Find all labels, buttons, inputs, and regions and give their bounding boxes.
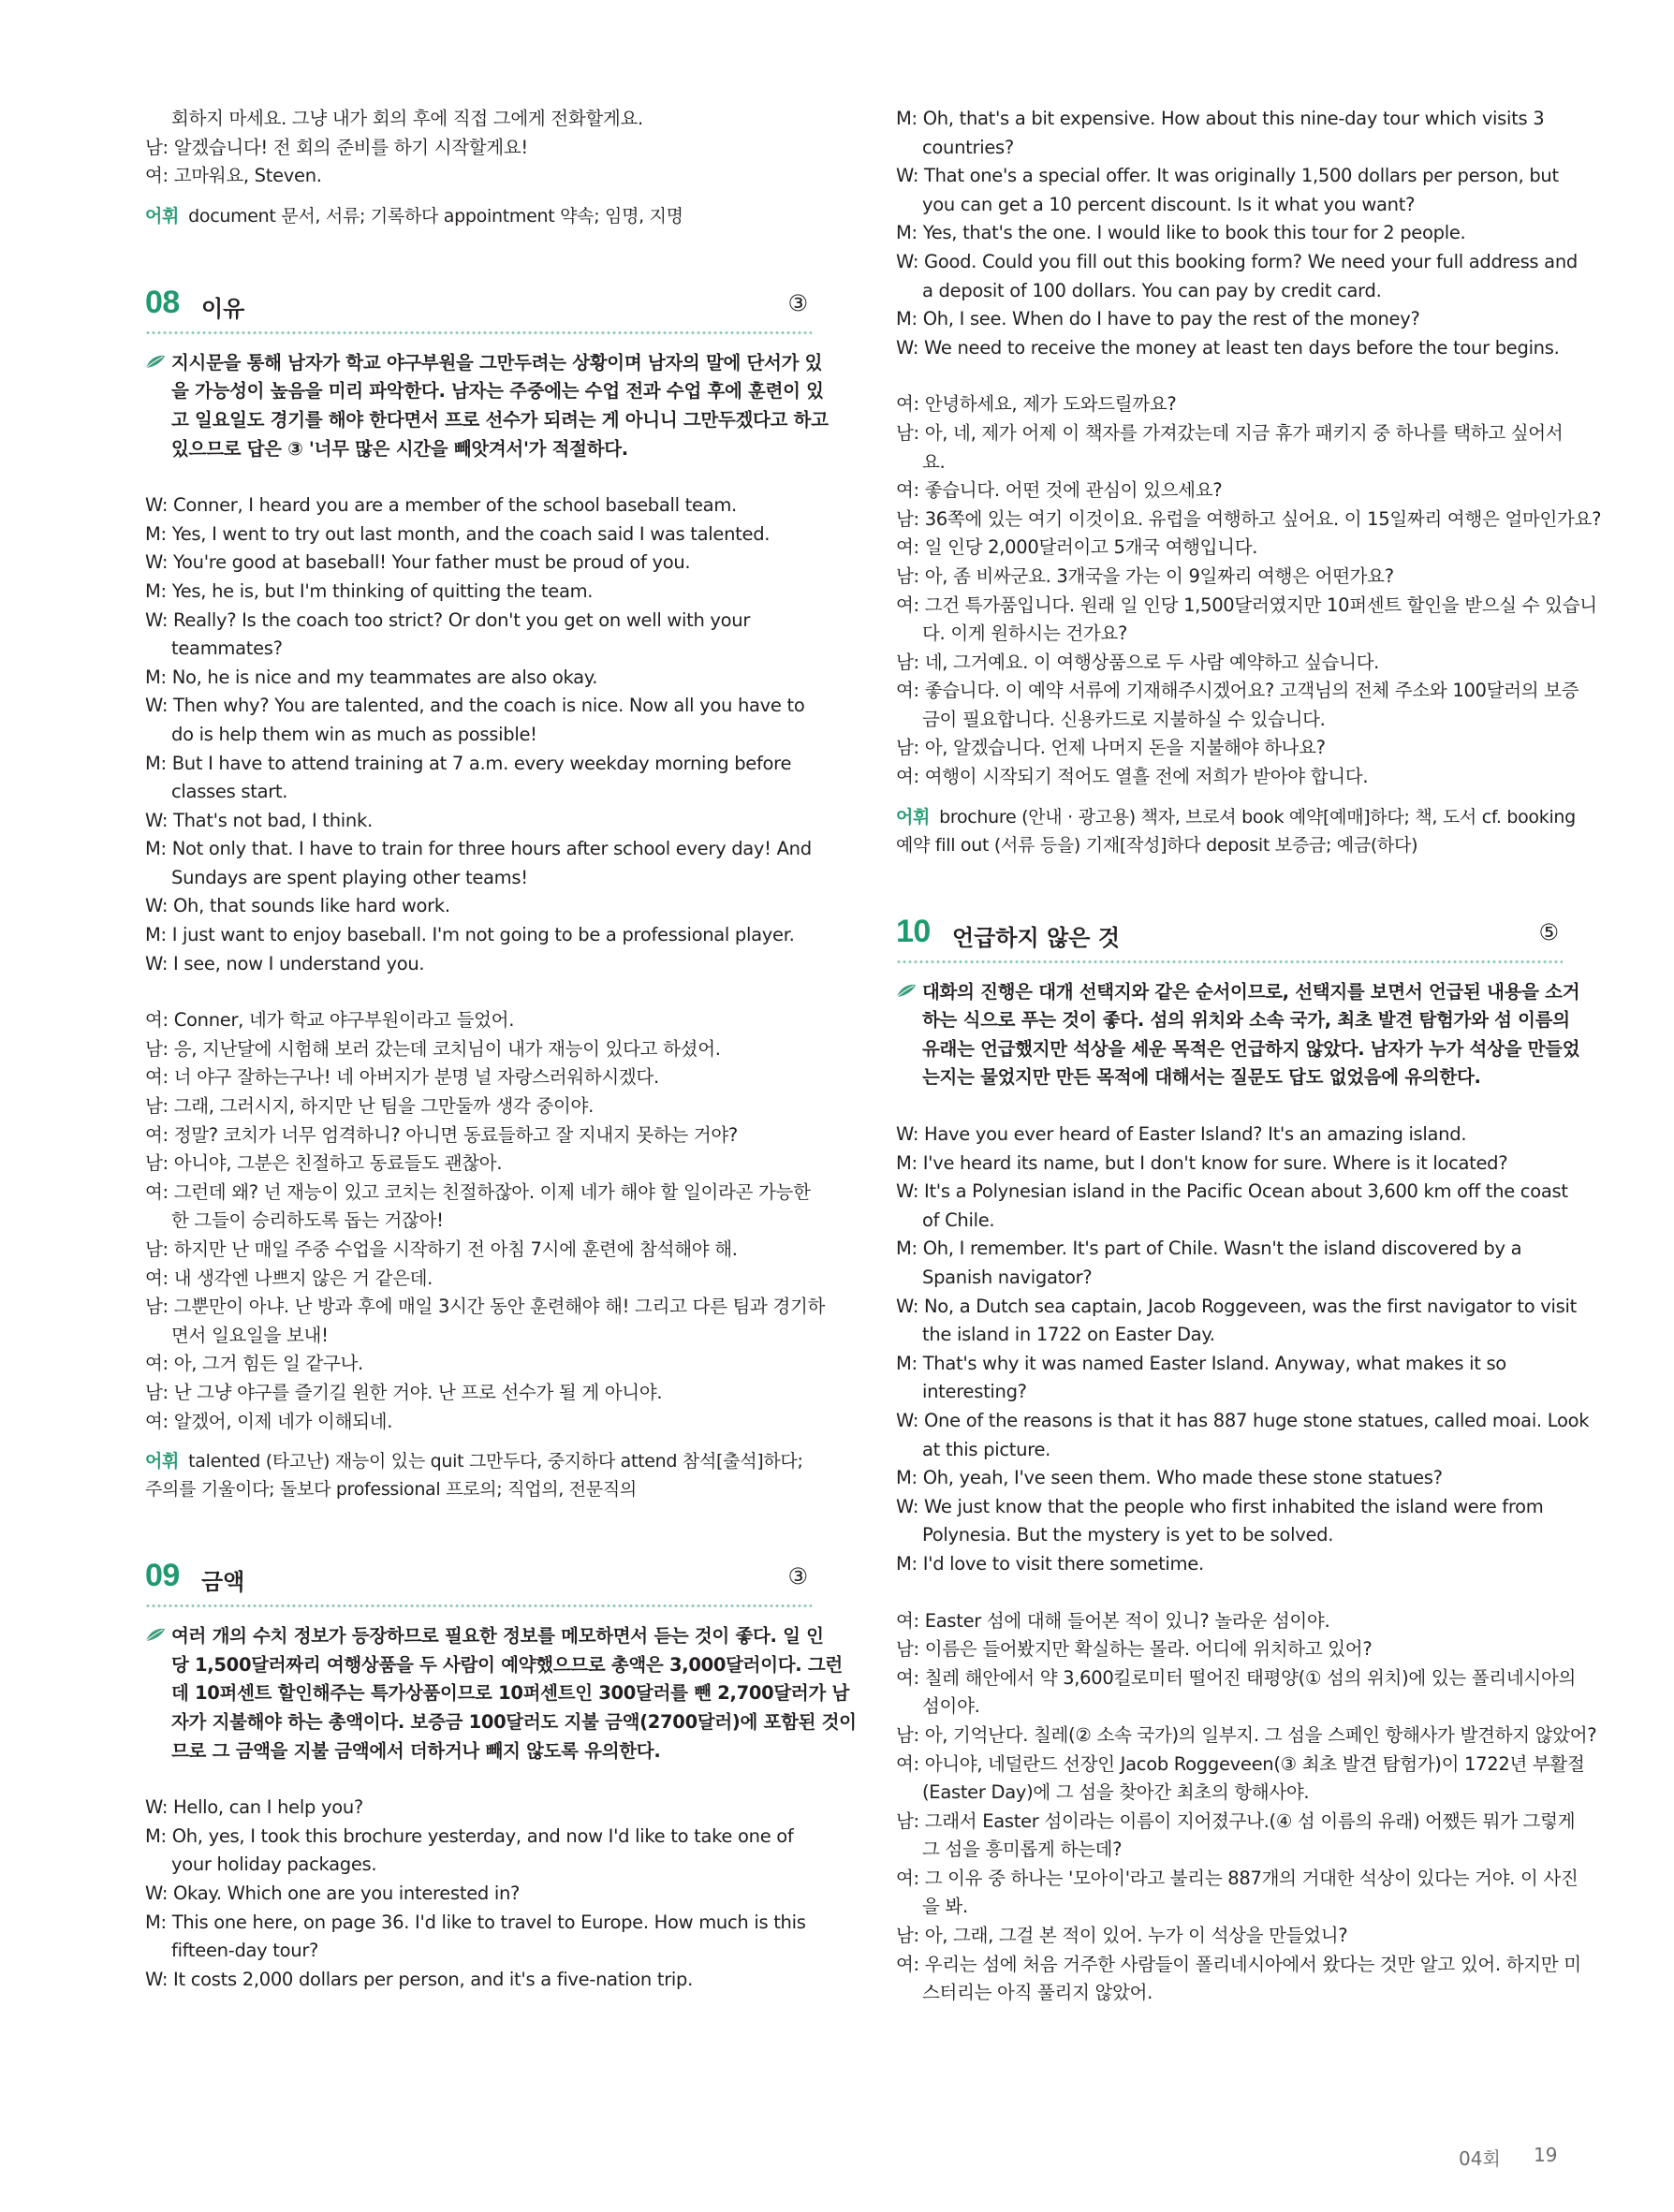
dialogue-line: W: Hello, can I help you?: [145, 1796, 363, 1819]
translation-line: 여: 너 야구 잘하는구나! 네 아버지가 분명 널 자랑스러워하시겠다.: [145, 1066, 659, 1089]
explanation-line: 있으므로 답은 ③ '너무 많은 시간을 빼앗겨서'가 적절하다.: [171, 437, 628, 460]
translation-line: 남: 난 그냥 야구를 즐기길 원한 거야. 난 프로 선수가 될 게 아니야.: [145, 1381, 663, 1403]
explanation: [145, 1622, 857, 1765]
translation-line: 금이 필요합니다. 신용카드로 지불하실 수 있습니다.: [922, 708, 1326, 730]
translation-line: 여: 그런데 왜? 넌 재능이 있고 코치는 친절하잖아. 이제 네가 해야 할 일이라곤 가능한: [145, 1180, 811, 1203]
translation-line: 남: 아니야, 그분은 친절하고 동료들도 괜찮아.: [145, 1152, 503, 1175]
right-column: [896, 105, 1602, 2008]
dialogue-line: W: One of the reasons is that it has 887 huge stone statues, called moai. Look: [896, 1409, 1590, 1431]
dialogue-line: the island in 1722 on Easter Day.: [922, 1324, 1215, 1346]
translation-line: 남: 응, 지난달에 시험해 보러 갔는데 코치님이 내가 재능이 있다고 하셨어.: [145, 1037, 721, 1060]
dialogue-line: you can get a 10 percent discount. Is it what you want?: [922, 193, 1416, 215]
leaf-icon: [145, 1627, 166, 1642]
translation-line: 여: 그건 특가품입니다. 원래 일 인당 1,500달러였지만 10퍼센트 할인을 받으실 수 있습니: [896, 593, 1597, 616]
translation-line: 여: 우리는 섬에 처음 거주한 사람들이 폴리네시아에서 왔다는 것만 알고 있어. 하지만 미: [896, 1953, 1581, 1975]
leaf-icon: [145, 354, 166, 369]
dialogue-line: M: Oh, I remember. It's part of Chile. Wasn't the island discovered by a: [896, 1238, 1522, 1260]
explanation-line: 고 일요일도 경기를 해야 한다면서 프로 선수가 되려는 게 아니니 그만두겠다고 하고: [171, 408, 829, 431]
dialogue-line: fifteen-day tour?: [171, 1940, 319, 1962]
explanation-line: 므로 그 금액을 지불 금액에서 더하거나 빼지 않도록 유의한다.: [171, 1739, 661, 1762]
explanation-line: 는지는 물었지만 만든 목적에 대해서는 질문도 답도 없었음에 유의한다.: [922, 1066, 1481, 1089]
dialogue: [145, 1794, 812, 1994]
vocab-label: 어휘: [145, 1451, 180, 1472]
section-header: [145, 285, 812, 328]
dialogue-line: W: That's not bad, I think.: [145, 809, 373, 831]
translation-line: 면서 일요일을 보내!: [171, 1324, 329, 1346]
translation-line: 여: 여행이 시작되기 적어도 열흘 전에 저희가 받아야 합니다.: [896, 766, 1369, 788]
translation-line: 남: 아, 좀 비싸군요. 3개국을 가는 이 9일짜리 여행은 어떤가요?: [896, 564, 1394, 587]
dialogue-continued: [896, 105, 1578, 362]
dotted-divider: [145, 330, 812, 336]
translation-line: 여: 알겠어, 이제 네가 이해되네.: [145, 1410, 393, 1432]
explanation: [145, 349, 829, 463]
explanation-line: 데 10퍼센트 할인해주는 특가상품이므로 10퍼센트인 300달러를 뺀 2,700달러가 남: [171, 1682, 850, 1705]
translation-line: 여: 좋습니다. 어떤 것에 관심이 있으세요?: [896, 479, 1223, 502]
explanation-line: 유래는 언급했지만 석상을 세운 목적은 언급하지 않았다. 남자가 누가 석상을 만들었: [922, 1037, 1580, 1060]
translation-line: 여: 칠레 해안에서 약 3,600킬로미터 떨어진 태평양(① 섬의 위치)에 있는 폴리네시아의: [896, 1666, 1577, 1689]
explanation-line: 당 1,500달러짜리 여행상품을 두 사람이 예약했으므로 총액은 3,000달러이다. 그런: [171, 1653, 843, 1676]
translation-line: 남: 36쪽에 있는 여기 이것이요. 유럽을 여행하고 싶어요. 이 15일짜리 여행은 얼마인가요?: [896, 507, 1602, 530]
section-title: 금액: [201, 1569, 245, 1596]
footer-test-label: 04회: [1459, 2147, 1501, 2170]
explanation-line: 을 가능성이 높음을 미리 파악한다. 남자는 주중에는 수업 전과 수업 후에 훈련이 있: [171, 380, 824, 403]
translation-line: 남: 그래서 Easter 섬이라는 이름이 지어졌구나.(④ 섬 이름의 유래) 어쨌든 뭐가 그렇게: [896, 1809, 1576, 1832]
dialogue-line: do is help them win as much as possible!: [171, 723, 537, 745]
vocab-line: document 문서, 서류; 기록하다 appointment 약속; 임명, 지명: [188, 205, 683, 227]
translation-line: 섬이야.: [922, 1695, 980, 1718]
translation-line: 여: 좋습니다. 이 예약 서류에 기재해주시겠어요? 고객님의 전체 주소와 100달러의 보증: [896, 680, 1579, 702]
translation-line: 여: 아니야, 네덜란드 선장인 Jacob Roggeveen(③ 최초 발견 탐험가)이 1722년 부활절: [896, 1752, 1585, 1775]
translation-line: 남: 아, 알겠습니다. 언제 나머지 돈을 지불해야 하나요?: [896, 737, 1326, 759]
dialogue-line: M: Not only that. I have to train for three hours after school every day! And: [145, 838, 812, 860]
dialogue-line: classes start.: [171, 781, 288, 803]
dialogue-line: M: But I have to attend training at 7 a.m. every weekday morning before: [145, 752, 792, 774]
translation-line: 여: 정말? 코치가 너무 엄격하니? 아니면 동료들하고 잘 지내지 못하는 거야?: [145, 1123, 738, 1146]
section-number: 08: [145, 284, 180, 320]
dialogue-line: countries?: [922, 136, 1014, 158]
section-08: [145, 284, 829, 1503]
dialogue-line: W: It's a Polynesian island in the Pacific Ocean about 3,600 km off the coast: [896, 1180, 1568, 1203]
translation-line: 여: 아, 그거 힘든 일 같구나.: [145, 1353, 363, 1375]
text-line: 남: 알겠습니다! 전 회의 준비를 하기 시작할게요!: [145, 136, 528, 158]
dialogue-line: M: This one here, on page 36. I'd like to travel to Europe. How much is this: [145, 1911, 806, 1933]
translation-line: 그 섬을 흥미롭게 하는데?: [922, 1838, 1123, 1861]
dotted-divider: [896, 959, 1563, 965]
translation-line: 다. 이게 원하시는 건가요?: [922, 623, 1128, 645]
dialogue-line: M: Oh, yes, I took this brochure yesterday, and now I'd like to take one of: [145, 1824, 794, 1847]
dialogue-line: M: Yes, I went to try out last month, and the coach said I was talented.: [145, 522, 771, 545]
vocab-label: 어휘: [145, 205, 180, 227]
section-header: [896, 914, 1563, 957]
explanation-line: 지시문을 통해 남자가 학교 야구부원을 그만두려는 상황이며 남자의 말에 단서가 있: [171, 351, 823, 374]
translation-line: 남: 아, 그래, 그걸 본 적이 있어. 누가 이 석상을 만들었니?: [896, 1925, 1348, 1947]
translation-line: 여: 내 생각엔 나쁘지 않은 거 같은데.: [145, 1267, 433, 1289]
translation-line: 여: 안녕하세요, 제가 도와드릴까요?: [896, 393, 1177, 416]
dialogue-line: M: Yes, that's the one. I would like to book this tour for 2 people.: [896, 222, 1466, 244]
vocab-block: [145, 202, 812, 230]
dialogue-line: W: No, a Dutch sea captain, Jacob Roggeveen, was the first navigator to visit: [896, 1295, 1577, 1317]
dialogue-line: W: You're good at baseball! Your father must be proud of you.: [145, 551, 691, 574]
dialogue-line: M: Oh, yeah, I've seen them. Who made these stone statues?: [896, 1467, 1443, 1489]
answer-mark: ③: [787, 289, 808, 316]
translation-line: (Easter Day)에 그 섬을 찾아간 최초의 항해사야.: [922, 1781, 1310, 1804]
translation-line: 남: 그래, 그러시지, 하지만 난 팀을 그만둘까 생각 중이야.: [145, 1095, 594, 1118]
explanation-line: 대화의 진행은 대개 선택지와 같은 순서이므로, 선택지를 보면서 언급된 내용을 소거: [922, 980, 1580, 1003]
dialogue-line: teammates?: [171, 637, 283, 660]
dialogue: [145, 491, 812, 978]
translation-line: 남: 하지만 난 매일 주중 수업을 시작하기 전 아침 7시에 훈련에 참석해야 해.: [145, 1238, 738, 1260]
translation-line: 여: Easter 섬에 대해 들어본 적이 있니? 놀라운 섬이야.: [896, 1609, 1330, 1632]
vocab-line: brochure (안내 · 광고용) 책자, 브로셔 book 예약[예매]하다; 책, 도서 cf. booking: [939, 806, 1576, 828]
dialogue-line: at this picture.: [922, 1438, 1051, 1460]
dotted-divider: [145, 1603, 812, 1609]
vocab-line: 주의를 기울이다; 돌보다 professional 프로의; 직업의, 전문직의: [145, 1479, 637, 1501]
section-header: [145, 1558, 812, 1601]
dialogue-line: M: Oh, I see. When do I have to pay the rest of the money?: [896, 308, 1420, 330]
dialogue-line: Polynesia. But the mystery is yet to be solved.: [922, 1524, 1334, 1546]
vocab-line: talented (타고난) 재능이 있는 quit 그만두다, 중지하다 attend 참석[출석]하다;: [188, 1451, 803, 1472]
dialogue-line: W: Oh, that sounds like hard work.: [145, 895, 450, 917]
dialogue-line: W: Conner, I heard you are a member of the school baseball team.: [145, 494, 737, 517]
text-line: 회하지 마세요. 그냥 내가 회의 후에 직접 그에게 전화할게요.: [171, 108, 643, 129]
translation-line: 남: 그뿐만이 아냐. 난 방과 후에 매일 3시간 동안 훈련해야 해! 그리고 다른 팀과 경기하: [145, 1296, 826, 1318]
explanation-line: 여러 개의 수치 정보가 등장하므로 필요한 정보를 메모하면서 듣는 것이 좋다. 일 인: [171, 1625, 824, 1648]
vocab-label: 어휘: [896, 806, 931, 828]
page-number: 19: [1534, 2144, 1558, 2166]
dialogue-line: M: That's why it was named Easter Island. Anyway, what makes it so: [896, 1352, 1506, 1374]
dialogue-line: W: Then why? You are talented, and the coach is nice. Now all you have to: [145, 695, 805, 717]
dialogue-line: your holiday packages.: [171, 1853, 377, 1876]
dialogue-line: M: Oh, that's a bit expensive. How about this nine-day tour which visits 3: [896, 108, 1545, 129]
translation: [896, 1607, 1597, 2008]
translation-line: 여: Conner, 네가 학교 야구부원이라고 들었어.: [145, 1009, 515, 1032]
top-carryover-lines: [145, 105, 812, 191]
dialogue-line: W: We need to receive the money at least ten days before the tour begins.: [896, 336, 1560, 359]
left-column: [145, 105, 857, 1994]
translation-line: 남: 네, 그거예요. 이 여행상품으로 두 사람 예약하고 싶습니다.: [896, 651, 1380, 673]
dialogue-line: W: Okay. Which one are you interested in?: [145, 1882, 521, 1904]
translation-line: 여: 일 인당 2,000달러이고 5개국 여행입니다.: [896, 536, 1258, 559]
translation-line: 남: 아, 네, 제가 어제 이 책자를 가져갔는데 지금 휴가 패키지 중 하나를 택하고 싶어서: [896, 421, 1564, 444]
translation-line: 을 봐.: [922, 1896, 968, 1918]
dialogue-line: W: That one's a special offer. It was originally 1,500 dollars per person, but: [896, 165, 1559, 187]
dialogue-line: W: Really? Is the coach too strict? Or don't you get on well with your: [145, 608, 751, 631]
vocab-line: 예약 fill out (서류 등을) 기재[작성]하다 deposit 보증금; 예금(하다): [896, 834, 1418, 856]
section-number: 10: [896, 913, 931, 949]
answer-mark: ③: [787, 1563, 808, 1590]
vocab-block: [145, 1447, 812, 1503]
dialogue-line: M: I'd love to visit there sometime.: [896, 1552, 1204, 1575]
leaf-icon: [896, 983, 917, 998]
section-number: 09: [145, 1558, 180, 1594]
dialogue: [896, 1121, 1590, 1579]
translation-line: 남: 이름은 들어봤지만 확실하는 몰라. 어디에 위치하고 있어?: [896, 1638, 1373, 1661]
translation-line: 남: 아, 기억난다. 칠레(② 소속 국가)의 일부지. 그 섬을 스페인 항해사가 발견하지 않았어?: [896, 1723, 1597, 1746]
dialogue-line: W: I see, now I understand you.: [145, 952, 425, 974]
section-10: [896, 913, 1597, 2008]
section-title: 언급하지 않은 것: [952, 924, 1120, 951]
translation-line: 요.: [922, 450, 946, 473]
translation-line: 스터리는 아직 풀리지 않았어.: [922, 1982, 1153, 2004]
section-09: [145, 1558, 857, 1994]
answer-mark: ⑤: [1538, 918, 1559, 945]
section-title: 이유: [201, 295, 245, 322]
dialogue-line: M: No, he is nice and my teammates are also okay.: [145, 666, 598, 688]
explanation-line: 하는 식으로 푸는 것이 좋다. 섬의 위치와 소속 국가, 최초 발견 탐험가와 섬 이름의: [922, 1009, 1570, 1032]
translation: [145, 1006, 826, 1436]
dialogue-line: W: Have you ever heard of Easter Island? It's an amazing island.: [896, 1123, 1467, 1146]
translation: [896, 390, 1602, 791]
vocab-block: [896, 803, 1576, 859]
dialogue-line: M: I've heard its name, but I don't know for sure. Where is it located?: [896, 1151, 1508, 1174]
text-line: 여: 고마워요, Steven.: [145, 165, 322, 187]
dialogue-line: W: We just know that the people who first inhabited the island were from: [896, 1495, 1544, 1517]
dialogue-line: interesting?: [922, 1381, 1027, 1403]
explanation-line: 자가 지불해야 하는 총액이다. 보증금 100달러도 지불 금액(2700달러)에 포함된 것이: [171, 1710, 857, 1733]
dialogue-line: Sundays are spent playing other teams!: [171, 866, 528, 888]
dialogue-line: M: I just want to enjoy baseball. I'm not going to be a professional player.: [145, 924, 795, 946]
dialogue-line: W: It costs 2,000 dollars per person, and it's a five-nation trip.: [145, 1968, 694, 1990]
dialogue-line: of Chile.: [922, 1209, 995, 1231]
dialogue-line: M: Yes, he is, but I'm thinking of quitting the team.: [145, 579, 594, 602]
translation-line: 여: 그 이유 중 하나는 '모아이'라고 불리는 887개의 거대한 석상이 있다는 거야. 이 사진: [896, 1867, 1579, 1889]
explanation: [896, 978, 1580, 1092]
dialogue-line: W: Good. Could you fill out this booking form? We need your full address and: [896, 250, 1578, 272]
translation-line: 한 그들이 승리하도록 돕는 거잖아!: [171, 1209, 444, 1232]
dialogue-line: Spanish navigator?: [922, 1267, 1093, 1288]
dialogue-line: a deposit of 100 dollars. You can pay by credit card.: [922, 279, 1382, 301]
